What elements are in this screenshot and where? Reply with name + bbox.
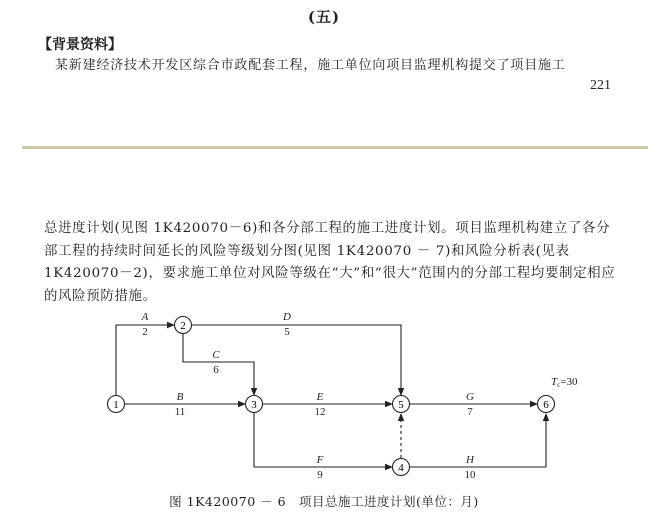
paragraph-intro: 某新建经济技术开发区综合市政配套工程，施工单位向项目监理机构提交了项目施工 [55, 58, 566, 73]
background-label: 【背景资料】 [38, 37, 122, 53]
node-1 [108, 396, 125, 413]
activity-g-duration: 7 [467, 406, 473, 418]
node-5 [393, 396, 410, 413]
activity-h-name: H [466, 454, 474, 466]
activity-h-duration: 10 [464, 469, 476, 481]
paragraph-line: 部工程的持续时间延长的风险等级划分图(见图 1K420070 － 7)和风险分析表(见表 [44, 243, 570, 259]
activity-a-name: A [141, 311, 149, 323]
paragraph-line: 总进度计划(见图 1K420070－6)和各分部工程的施工进度计划。项目监理机构建立了各分 [44, 221, 611, 236]
node-2 [175, 317, 192, 334]
node-6 [538, 396, 555, 413]
svg-text:3: 3 [251, 399, 257, 411]
activity-a-duration: 2 [142, 326, 148, 338]
page-number: 221 [590, 78, 611, 93]
figure-caption: 图 1K420070 － 6 项目总施工进度计划(单位：月) [169, 494, 479, 509]
activity-b-duration: 11 [174, 406, 186, 418]
activity-c-duration: 6 [213, 364, 219, 376]
activity-d-duration: 5 [284, 326, 290, 338]
svg-text:1: 1 [113, 399, 119, 411]
section-heading: (五) [307, 8, 341, 26]
activity-g-name: G [466, 391, 474, 403]
svg-text:6: 6 [543, 399, 549, 411]
activity-b-name: B [176, 391, 184, 403]
total-duration-label: Tc=30 [551, 376, 578, 389]
activity-d-name: D [283, 311, 291, 323]
node-4 [393, 459, 410, 476]
svg-text:2: 2 [180, 320, 186, 332]
paragraph-line: 1K420070－2)，要求施工单位对风险等级在“大”和“很大”范围内的分部工程均要制定相应 [44, 266, 616, 281]
activity-f-duration: 9 [317, 469, 323, 481]
svg-text:4: 4 [398, 462, 404, 474]
svg-text:5: 5 [398, 399, 404, 411]
activity-d-arrow [191, 325, 401, 395]
node-3 [246, 396, 263, 413]
activity-h-arrow [410, 414, 546, 467]
activity-e-duration: 12 [314, 406, 326, 418]
activity-c-name: C [212, 349, 220, 361]
activity-f-name: F [316, 454, 324, 466]
paragraph-line: 的风险预防措施。 [44, 288, 157, 304]
activity-e-name: E [316, 391, 324, 403]
